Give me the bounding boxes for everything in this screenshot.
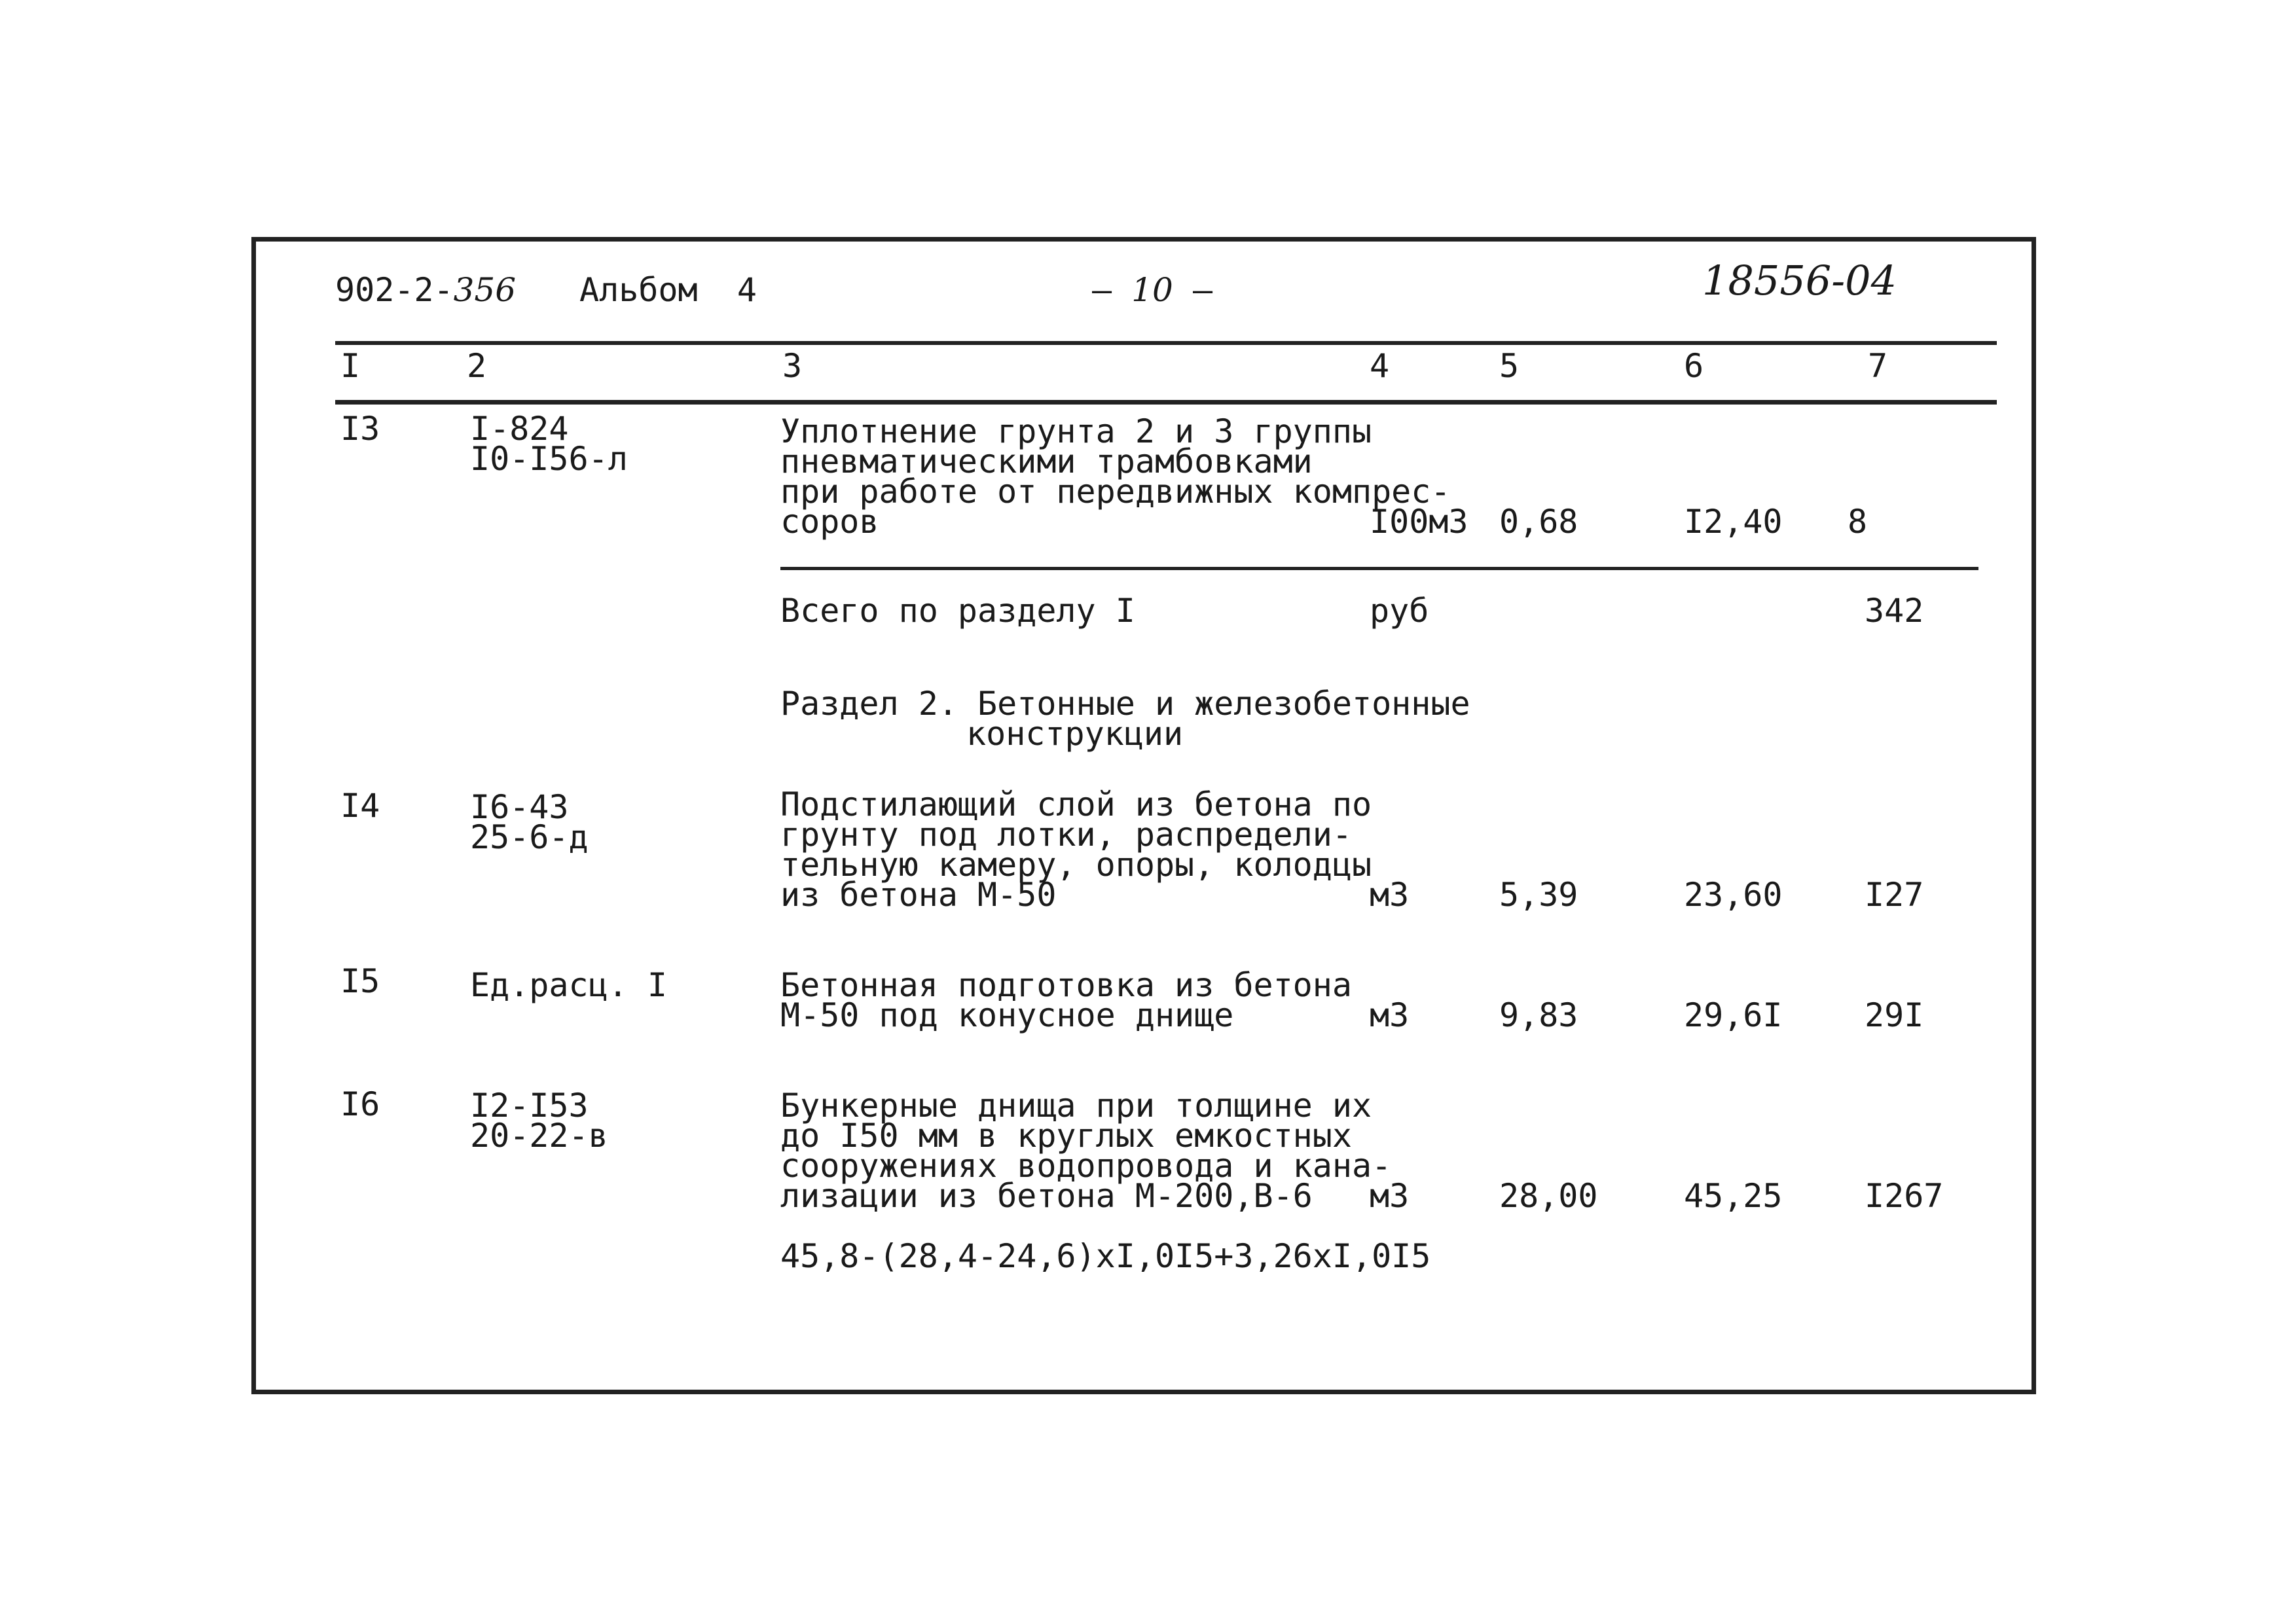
row-total: I267 [1865, 1177, 1944, 1215]
row-code: 20-22-в [470, 1117, 608, 1155]
row-code: I-824 [470, 410, 569, 448]
row-description: из бетона М-50 [780, 876, 1057, 914]
row-unit: I00м3 [1370, 503, 1468, 541]
col-header-3: 3 [782, 347, 803, 385]
row-unit: м3 [1370, 996, 1410, 1034]
row-code: 25-6-д [470, 818, 589, 856]
row-code: I2-I53 [470, 1087, 589, 1125]
row-code: I6-43 [470, 788, 569, 826]
section-total-label: Всего по разделу I [780, 592, 1135, 630]
inventory-number: 18556-04 [1702, 257, 1897, 304]
col-header-2: 2 [467, 347, 487, 385]
row-description: пневматическими трамбовками [780, 442, 1313, 480]
row-description: Бетонная подготовка из бетона [780, 966, 1352, 1004]
row-total: I27 [1865, 876, 1924, 914]
col-header-1: I [340, 347, 361, 385]
row-total: 29I [1865, 996, 1924, 1034]
row-description: Бункерные днища при толщине их [780, 1087, 1372, 1125]
header-top-rule [335, 341, 1997, 345]
section-total-unit: руб [1370, 592, 1429, 630]
row-unit-price: I2,40 [1684, 503, 1783, 541]
row-description: при работе от передвижных компрес- [780, 473, 1451, 511]
row-description: Уплотнение грунта 2 и 3 группы [780, 412, 1372, 450]
row-number: I3 [340, 410, 380, 448]
row-formula: 45,8-(28,4-24,6)xI,0I5+3,26xI,0I5 [780, 1237, 1431, 1275]
row-unit-price: 29,6I [1684, 996, 1783, 1034]
header-bottom-rule [335, 400, 1997, 405]
doc-code: 902-2-356 [335, 271, 517, 309]
row-unit-price: 23,60 [1684, 876, 1783, 914]
row-code: I0-I56-л [470, 440, 628, 478]
section-title: Раздел 2. Бетонные и железобетонные [780, 685, 1470, 723]
row-description: соров [780, 503, 879, 541]
col-header-5: 5 [1499, 347, 1520, 385]
row-number: I4 [340, 787, 380, 825]
col-header-6: 6 [1684, 347, 1704, 385]
row-unit: м3 [1370, 876, 1410, 914]
row-code: Ед.расц. I [470, 966, 668, 1004]
album-label: Альбом 4 [579, 271, 757, 309]
row-quantity: 9,83 [1499, 996, 1578, 1034]
row-quantity: 0,68 [1499, 503, 1578, 541]
row-quantity: 5,39 [1499, 876, 1578, 914]
row-quantity: 28,00 [1499, 1177, 1598, 1215]
row-description: лизации из бетона М-200,В-6 [780, 1177, 1313, 1215]
row-description: тельную камеру, опоры, колодцы [780, 846, 1372, 884]
row-description: до I50 мм в круглых емкостных [780, 1117, 1352, 1155]
row-description: грунту под лотки, распредели- [780, 816, 1352, 854]
row-number: I6 [340, 1085, 380, 1123]
page-number: – 10 – [1092, 271, 1213, 309]
row-description: сооружениях водопровода и кана- [780, 1147, 1392, 1185]
section-total-value: 342 [1865, 592, 1924, 630]
col-header-7: 7 [1868, 347, 1888, 385]
section-title: конструкции [966, 715, 1184, 753]
row-total: 8 [1848, 503, 1868, 541]
row-number: I5 [340, 962, 380, 1000]
col-header-4: 4 [1370, 347, 1390, 385]
row-unit-price: 45,25 [1684, 1177, 1783, 1215]
subtotal-rule [780, 567, 1978, 570]
row-description: М-50 под конусное днище [780, 996, 1234, 1034]
row-description: Подстилающий слой из бетона по [780, 785, 1372, 823]
row-unit: м3 [1370, 1177, 1410, 1215]
